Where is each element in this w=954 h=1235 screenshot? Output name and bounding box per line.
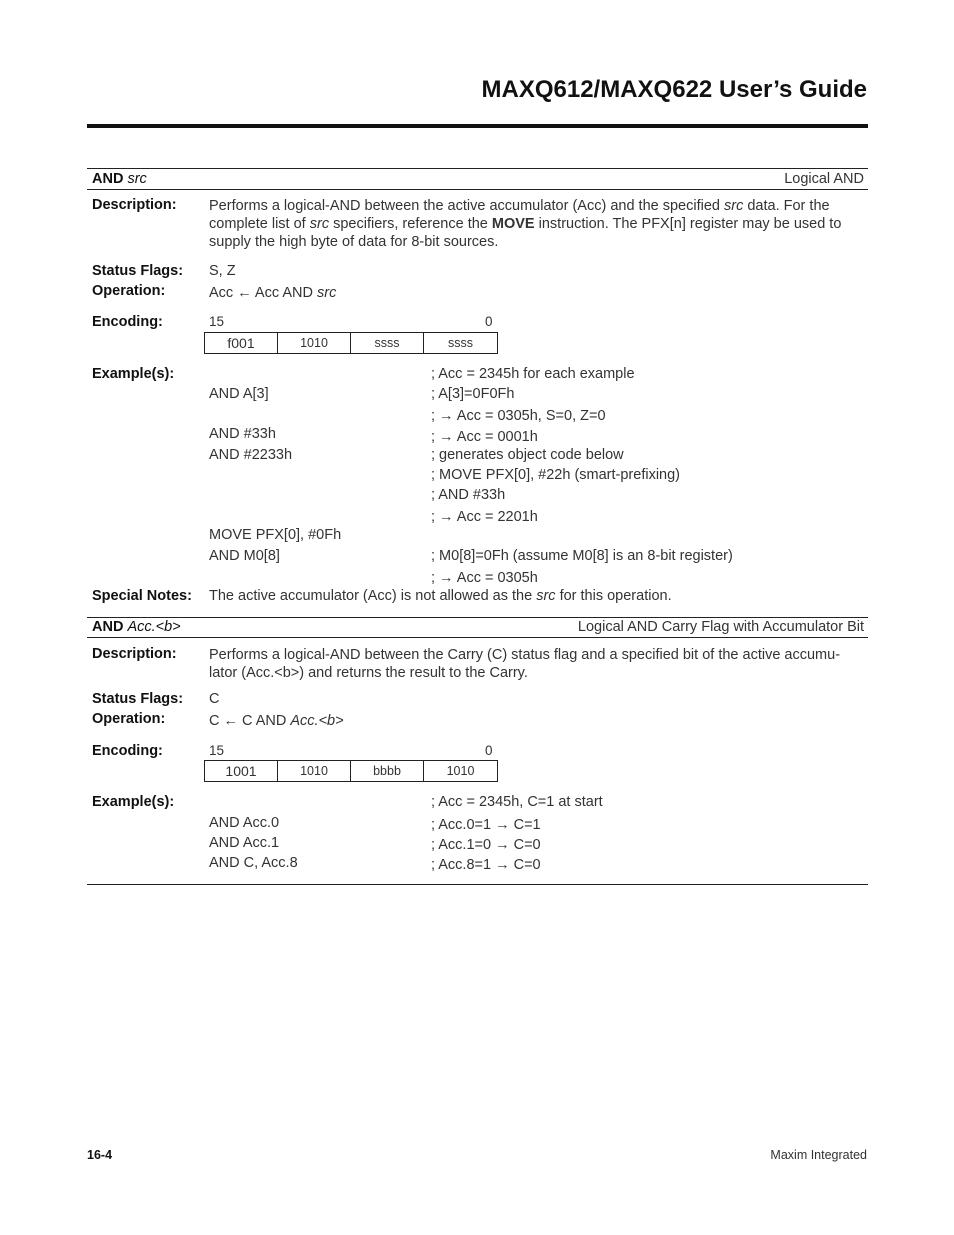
example-comment: ; M0[8]=0Fh (assume M0[8] is an 8-bit register) — [431, 548, 733, 564]
section-top-rule — [87, 617, 868, 618]
page-title: MAXQ612/MAXQ622 User’s Guide — [481, 76, 867, 103]
instruction-name: Logical AND Carry Flag with Accumulator Bit — [577, 619, 864, 635]
encoding-field: 1010 — [278, 761, 351, 781]
example-comment: ; → Acc = 0001h — [431, 429, 538, 445]
instruction-syntax: AND Acc.<b> — [92, 619, 181, 635]
status-flags-value: S, Z — [209, 263, 236, 279]
example-code: AND Acc.1 — [209, 835, 280, 851]
example-comment: ; A[3]=0F0Fh — [431, 386, 515, 402]
example-code: AND Acc.0 — [209, 815, 280, 831]
example-comment: ; Acc.1=0 → C=0 — [431, 837, 541, 853]
example-comment: ; Acc.8=1 → C=0 — [431, 857, 541, 873]
example-comment: ; → Acc = 0305h — [431, 570, 538, 586]
description-label: Description: — [92, 646, 177, 662]
encoding-high-bit: 15 — [209, 743, 225, 758]
encoding-field: 1010 — [278, 333, 351, 353]
encoding-field: 1010 — [446, 764, 475, 778]
example-code: AND M0[8] — [209, 548, 280, 564]
example-comment: ; AND #33h — [431, 487, 506, 503]
example-comment: ; MOVE PFX[0], #22h (smart-prefixing) — [431, 467, 680, 483]
encoding-field: 1001 — [205, 761, 278, 781]
operation-value: C ← C AND Acc.<b> — [209, 713, 344, 729]
description-label: Description: — [92, 197, 177, 213]
page-number: 16-4 — [87, 1148, 113, 1162]
operation-label: Operation: — [92, 711, 166, 727]
encoding-table — [204, 332, 498, 354]
section-header-rule — [87, 189, 868, 190]
example-comment: ; Acc = 2345h, C=1 at start — [431, 794, 603, 810]
example-comment: ; → Acc = 2201h — [431, 509, 538, 525]
section-header-rule — [87, 637, 868, 638]
examples-label: Example(s): — [92, 794, 175, 810]
operation-value: Acc ← Acc AND src — [209, 285, 337, 301]
encoding-field: f001 — [205, 333, 278, 353]
encoding-low-bit: 0 — [485, 743, 493, 758]
example-comment: ; Acc = 2345h for each example — [431, 366, 635, 382]
encoding-table — [204, 760, 498, 782]
status-flags-label: Status Flags: — [92, 691, 184, 707]
status-flags-label: Status Flags: — [92, 263, 184, 279]
status-flags-value: C — [209, 691, 220, 707]
instruction-name: Logical AND — [784, 171, 864, 187]
description-text: Performs a logical-AND between the Carry (C) status flag and a specified bit of the active accumu-lator (Acc.<b>) and returns the result to the Carry. — [209, 647, 841, 681]
description-text: Performs a logical-AND between the active accumulator (Acc) and the specified src data. For the complete list of src specifiers, reference the MOVE instruction. The PFX[n] register may be used to supply the high byte of data for 8-bit sources. — [209, 198, 842, 250]
example-code: AND #33h — [209, 426, 276, 442]
encoding-field: ssss — [351, 333, 424, 353]
encoding-label: Encoding: — [92, 314, 163, 330]
instruction-syntax: AND src — [92, 171, 147, 187]
operation-label: Operation: — [92, 283, 166, 299]
example-code: AND A[3] — [209, 386, 269, 402]
example-comment: ; → Acc = 0305h, S=0, Z=0 — [431, 408, 606, 424]
examples-label: Example(s): — [92, 366, 175, 382]
example-code: AND #2233h — [209, 447, 293, 463]
company-name: Maxim Integrated — [770, 1148, 867, 1162]
encoding-label: Encoding: — [92, 743, 163, 759]
example-code: MOVE PFX[0], #0Fh — [209, 527, 342, 543]
header-rule — [87, 124, 868, 128]
special-notes-text: The active accumulator (Acc) is not allowed as the src for this operation. — [209, 588, 672, 604]
encoding-low-bit: 0 — [485, 314, 493, 329]
encoding-high-bit: 15 — [209, 314, 225, 329]
section-top-rule — [87, 168, 868, 169]
encoding-field: ssss — [448, 336, 473, 350]
section-bottom-rule — [87, 884, 868, 885]
example-code: AND C, Acc.8 — [209, 855, 298, 871]
example-comment: ; Acc.0=1 → C=1 — [431, 817, 541, 833]
special-notes-label: Special Notes: — [92, 588, 192, 604]
example-comment: ; generates object code below — [431, 447, 624, 463]
encoding-field: bbbb — [351, 761, 424, 781]
